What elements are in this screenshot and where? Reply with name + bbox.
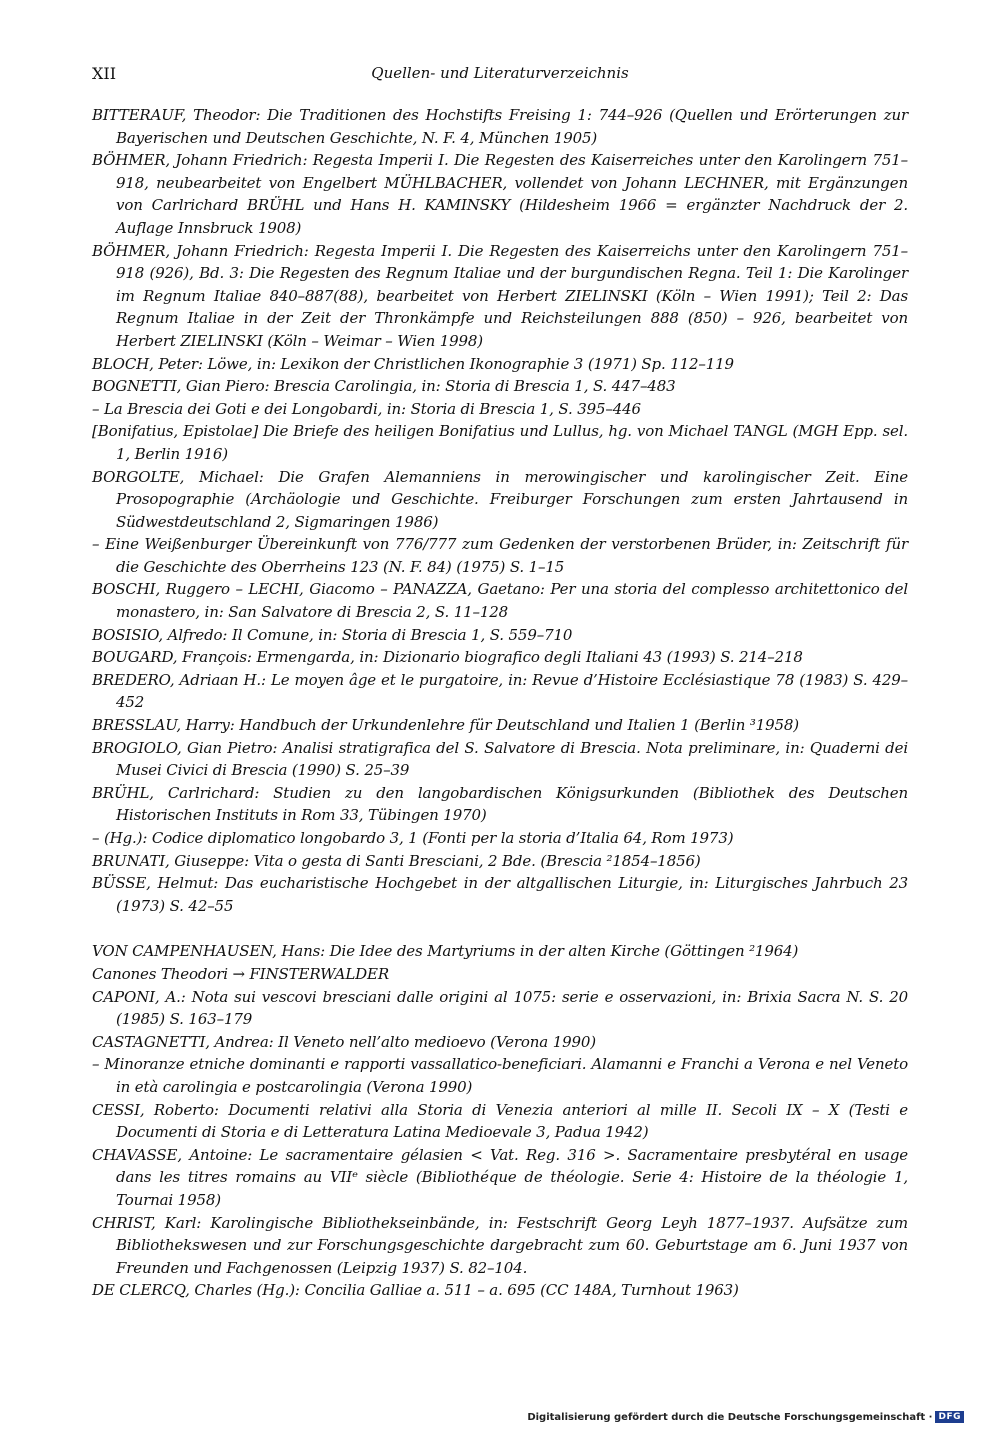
bibliography-entry: BITTERAUF, Theodor: Die Traditionen des Hochstifts Freising 1: 744–926 (Quellen und Erörterungen zur Bayerischen und Deutschen Geschichte, N. F. 4, München 1905) bbox=[92, 106, 908, 147]
bibliography-entry: BRÜHL, Carlrichard: Studien zu den langobardischen Königsurkunden (Bibliothek des Deutschen Historischen Instituts in Rom 33, Tübingen 1970) bbox=[92, 783, 908, 825]
bibliography-entry: DE CLERCQ, Charles (Hg.): Concilia Galliae a. 511 – a. 695 (CC 148A, Turnhout 1963) bbox=[92, 1281, 739, 1300]
bibliography-entry: VON CAMPENHAUSEN, Hans: Die Idee des Martyriums in der alten Kirche (Göttingen ²1964) bbox=[92, 942, 799, 961]
bibliography-entry: – Minoranze etniche dominanti e rapporti vassallatico-beneficiari. Alamanni e Franchi a Verona e nel Veneto in età carolingia e postcarolingia (Verona 1990) bbox=[92, 1055, 908, 1096]
bibliography-entry: CESSI, Roberto: Documenti relativi alla Storia di Venezia anteriori al mille II. Secoli IX – X (Testi e Documenti di Storia e di Letteratura Latina Medioevale 3, Padua 1942) bbox=[92, 1100, 908, 1142]
bibliography-entry: CAPONI, A.: Nota sui vescovi bresciani dalle origini al 1075: serie e osservazioni, in: Brixia Sacra N. S. 20 (1985) S. 163–179 bbox=[92, 987, 908, 1029]
bibliography-entry: BÖHMER, Johann Friedrich: Regesta Imperii I. Die Regesten des Kaiserreiches unter den Karolingern 751–918, neubearbeitet von Engelbert MÜHLBACHER, vollendet von Johann LECHNER, mit Ergänzungen von Carlrichard BRÜHL und Hans H. KAMINSKY (Hildesheim 1966 = ergänzter Nachdruck der 2. Auflage Innsbruck 1908) bbox=[92, 151, 908, 237]
bibliography-entry: BRESSLAU, Harry: Handbuch der Urkundenlehre für Deutschland und Italien 1 (Berlin ³1958) bbox=[92, 716, 799, 735]
page-footer bbox=[527, 1411, 964, 1423]
bibliography-entry: CHAVASSE, Antoine: Le sacramentaire gélasien < Vat. Reg. 316 >. Sacramentaire presbytéral en usage dans les titres romains au VIIᵉ siècle (Bibliothéque de théologie. Serie 4: Histoire de la théologie 1, Tournai 1958) bbox=[92, 1145, 908, 1209]
bibliography-entry: BOSCHI, Ruggero – LECHI, Giacomo – PANAZZA, Gaetano: Per una storia del complesso architettonico del monastero, in: San Salvatore di Brescia 2, S. 11–128 bbox=[92, 580, 908, 622]
bibliography-entry: BRUNATI, Giuseppe: Vita o gesta di Santi Bresciani, 2 Bde. (Brescia ²1854–1856) bbox=[92, 851, 701, 870]
bibliography-entry: [Bonifatius, Epistolae] Die Briefe des heiligen Bonifatius und Lullus, hg. von Michael TANGL (MGH Epp. sel. 1, Berlin 1916) bbox=[92, 422, 908, 463]
bibliography-entry: BOSISIO, Alfredo: Il Comune, in: Storia di Brescia 1, S. 559–710 bbox=[92, 625, 573, 644]
bibliography-entry: BÖHMER, Johann Friedrich: Regesta Imperii I. Die Regesten des Kaiserreichs unter den Karolingern 751–918 (926), Bd. 3: Die Regesten des Regnum Italiae und der burgundischen Regna. Teil 1: Die Karolinger im Regnum Italiae 840–887(88), bearbeitet von Herbert ZIELINSKI (Köln – Wien 1991); Teil 2: Das Regnum Italiae in der Zeit der Thronkämpfe und Reichsteilungen 888 (850) – 926, bearbeitet von Herbert ZIELINSKI (Köln – Weimar – Wien 1998) bbox=[92, 241, 908, 350]
bibliography-list bbox=[92, 104, 908, 1302]
bibliography-entry: CHRIST, Karl: Karolingische Bibliothekseinbände, in: Festschrift Georg Leyh 1877–1937. Aufsätze zum Bibliothekswesen und zur Forschungsgeschichte dargebracht zum 60. Geburtstage am 6. Juni 1937 von Freunden und Fachgenossen (Leipzig 1937) S. 82–104. bbox=[92, 1213, 908, 1277]
page-header bbox=[92, 64, 908, 86]
bibliography-entry: BORGOLTE, Michael: Die Grafen Alemanniens in merowingischer und karolingischer Zeit. Eine Prosopographie (Archäologie und Geschichte. Freiburger Forschungen zum ersten Jahrtausend in Südwestdeutschland 2, Sigmaringen 1986) bbox=[92, 467, 908, 531]
bibliography-entry: – La Brescia dei Goti e dei Longobardi, in: Storia di Brescia 1, S. 395–446 bbox=[92, 399, 641, 418]
bibliography-entry: – Eine Weißenburger Übereinkunft von 776/777 zum Gedenken der verstorbenen Brüder, in: Zeitschrift für die Geschichte des Oberrheins 123 (N. F. 84) (1975) S. 1–15 bbox=[92, 535, 908, 576]
bibliography-entry: BREDERO, Adriaan H.: Le moyen âge et le purgatoire, in: Revue d’Histoire Ecclésiastique 78 (1983) S. 429–452 bbox=[92, 670, 908, 712]
bibliography-entry: BLOCH, Peter: Löwe, in: Lexikon der Christlichen Ikonographie 3 (1971) Sp. 112–119 bbox=[92, 354, 734, 373]
running-title: Quellen- und Literaturverzeichnis bbox=[371, 64, 629, 82]
dfg-logo: DFG bbox=[935, 1411, 964, 1423]
bibliography-entry: Canones Theodori → FINSTERWALDER bbox=[92, 964, 389, 983]
bibliography-entry: BROGIOLO, Gian Pietro: Analisi stratigrafica del S. Salvatore di Brescia. Nota preliminare, in: Quaderni dei Musei Civici di Brescia (1990) S. 25–39 bbox=[92, 738, 908, 780]
bibliography-entry: BOGNETTI, Gian Piero: Brescia Carolingia, in: Storia di Brescia 1, S. 447–483 bbox=[92, 377, 676, 396]
funding-note: Digitalisierung gefördert durch die Deutsche Forschungsgemeinschaft · bbox=[527, 1411, 933, 1423]
bibliography-entry: CASTAGNETTI, Andrea: Il Veneto nell’alto medioevo (Verona 1990) bbox=[92, 1032, 596, 1051]
bibliography-entry: BÜSSE, Helmut: Das eucharistische Hochgebet in der altgallischen Liturgie, in: Liturgisches Jahrbuch 23 (1973) S. 42–55 bbox=[92, 874, 908, 915]
bibliography-entry: – (Hg.): Codice diplomatico longobardo 3, 1 (Fonti per la storia d’Italia 64, Rom 1973) bbox=[92, 829, 734, 847]
bibliography-entry: BOUGARD, François: Ermengarda, in: Dizionario biografico degli Italiani 43 (1993) S. 214–218 bbox=[92, 648, 803, 667]
page-number: XII bbox=[92, 64, 117, 83]
